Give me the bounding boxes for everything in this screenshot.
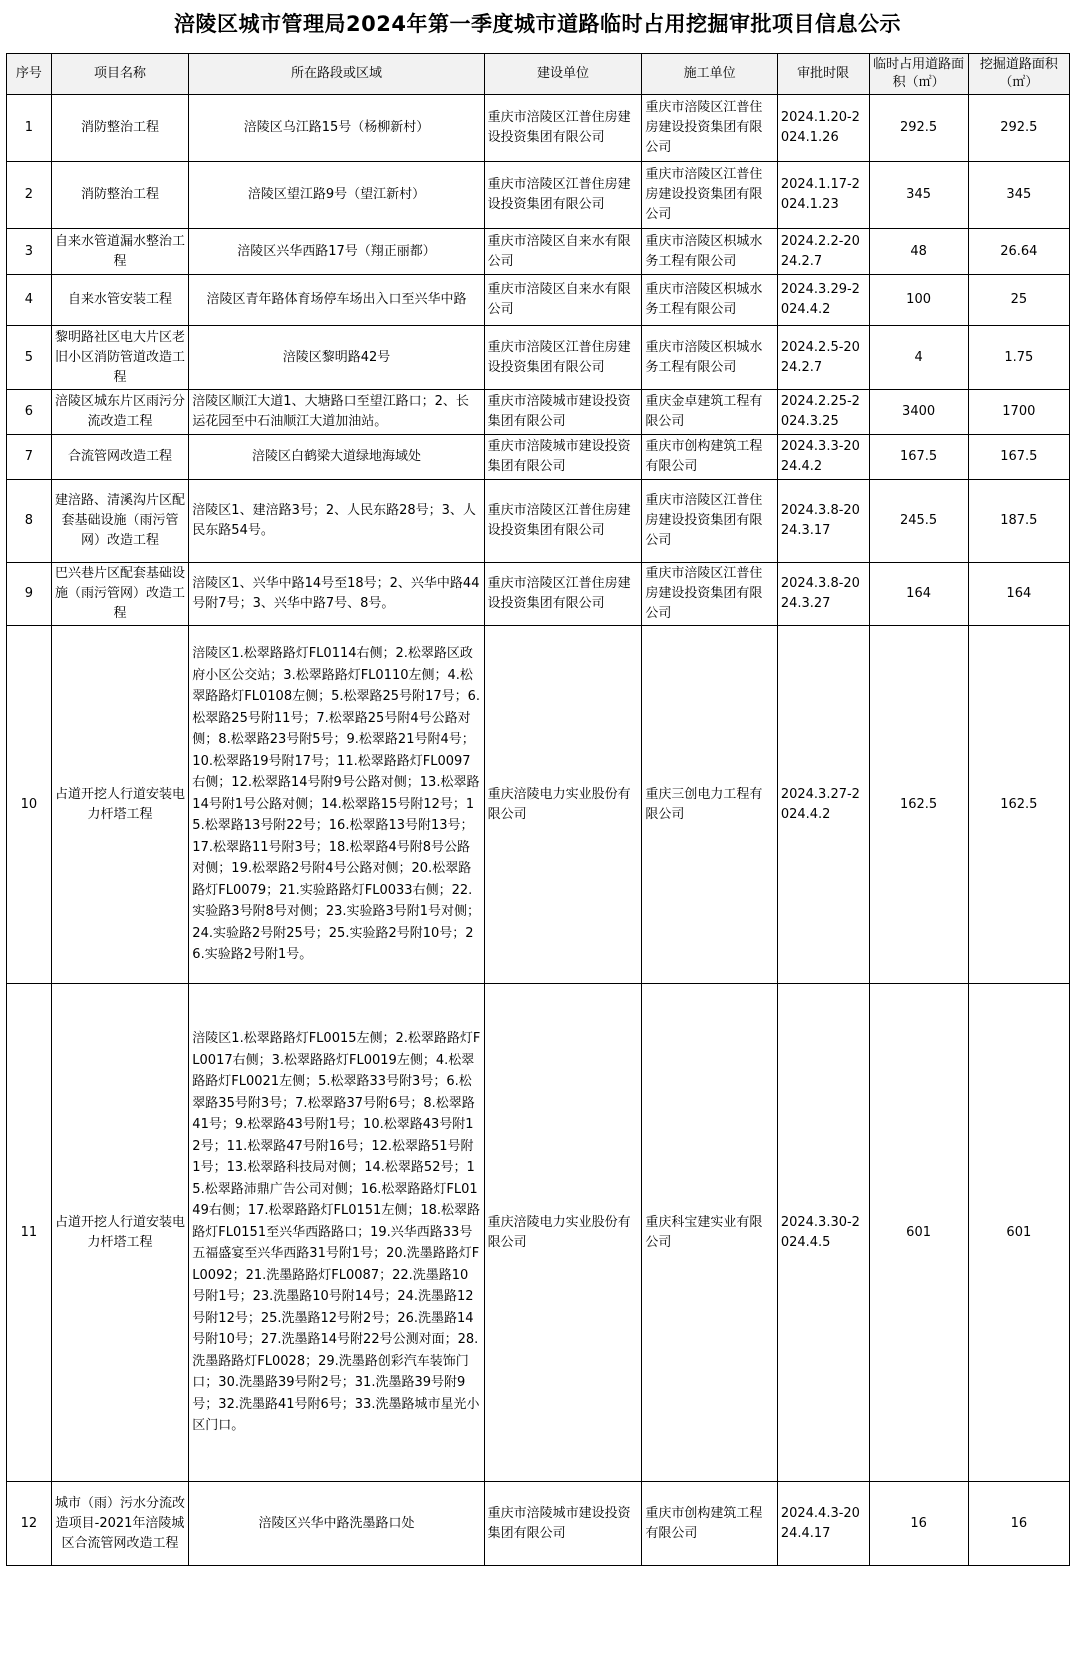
table-row <box>7 1482 1070 1566</box>
cell-occupy-area: 245.5 <box>869 480 968 563</box>
cell-name: 消防整治工程 <box>51 162 189 229</box>
cell-name: 占道开挖人行道安装电力杆塔工程 <box>51 626 189 984</box>
cell-dig-area: 1.75 <box>968 326 1069 390</box>
cell-name: 自来水管安装工程 <box>51 275 189 326</box>
cell-period: 2024.3.8-2024.3.17 <box>777 480 869 563</box>
header-dig-area: 挖掘道路面积（㎡） <box>968 54 1069 95</box>
cell-occupy-area: 345 <box>869 162 968 229</box>
header-builder: 建设单位 <box>484 54 642 95</box>
cell-occupy-area: 167.5 <box>869 435 968 480</box>
cell-seq: 9 <box>7 563 52 626</box>
cell-period: 2024.3.29-2024.4.2 <box>777 275 869 326</box>
cell-period: 2024.3.8-2024.3.27 <box>777 563 869 626</box>
cell-occupy-area: 48 <box>869 229 968 275</box>
table-row <box>7 162 1070 229</box>
cell-occupy-area: 292.5 <box>869 95 968 162</box>
cell-dig-area: 1700 <box>968 390 1069 435</box>
cell-occupy-area: 4 <box>869 326 968 390</box>
cell-dig-area: 16 <box>968 1482 1069 1566</box>
cell-builder: 重庆市涪陵城市建设投资集团有限公司 <box>484 390 642 435</box>
cell-seq: 8 <box>7 480 52 563</box>
header-contractor: 施工单位 <box>642 54 777 95</box>
cell-location: 涪陵区1.松翠路路灯FL0015左侧；2.松翠路路灯FL0017右侧；3.松翠路路灯FL0019左侧；4.松翠路路灯FL0021左侧；5.松翠路33号附3号；6.松翠路35号附3号；7.松翠路37号附6号；8.松翠路41号；9.松翠路43号附1号；10.松翠路43号附12号；11.松翠路47号附16号；12.松翠路51号附1号；13.松翠路科技局对侧；14.松翠路52号；15.松翠路沛鼎广告公司对侧；16.松翠路路灯FL0149右侧；17.松翠路路灯FL0151左侧；18.松翠路路灯FL0151至兴华西路路口；19.兴华西路33号五福盛宴至兴华西路31号附1号；20.洗墨路路灯FL0092；21.洗墨路路灯FL0087；22.洗墨路10号附1号；23.洗墨路10号附14号；24.洗墨路12号附12号；25.洗墨路12号附2号；26.洗墨路14号附10号；27.洗墨路14号附22号公测对面；28.洗墨路路灯FL0028；29.洗墨路创彩汽车装饰门口；30.洗墨路39号附2号；31.洗墨路39号附9号；32.洗墨路41号附6号；33.洗墨路城市星光小区门口。 <box>189 984 484 1482</box>
cell-period: 2024.2.25-2024.3.25 <box>777 390 869 435</box>
cell-dig-area: 164 <box>968 563 1069 626</box>
cell-occupy-area: 601 <box>869 984 968 1482</box>
cell-period: 2024.4.3-2024.4.17 <box>777 1482 869 1566</box>
cell-dig-area: 345 <box>968 162 1069 229</box>
header-occupy-area: 临时占用道路面积（㎡） <box>869 54 968 95</box>
cell-builder: 重庆市涪陵区自来水有限公司 <box>484 275 642 326</box>
cell-dig-area: 601 <box>968 984 1069 1482</box>
cell-contractor: 重庆市涪陵区江普住房建设投资集团有限公司 <box>642 95 777 162</box>
cell-occupy-area: 100 <box>869 275 968 326</box>
cell-period: 2024.1.20-2024.1.26 <box>777 95 869 162</box>
cell-builder: 重庆市涪陵区自来水有限公司 <box>484 229 642 275</box>
cell-seq: 10 <box>7 626 52 984</box>
cell-location: 涪陵区兴华西路17号（翔正丽都） <box>189 229 484 275</box>
cell-location: 涪陵区黎明路42号 <box>189 326 484 390</box>
table-row <box>7 326 1070 390</box>
cell-dig-area: 162.5 <box>968 626 1069 984</box>
cell-occupy-area: 162.5 <box>869 626 968 984</box>
cell-period: 2024.3.3-2024.4.2 <box>777 435 869 480</box>
cell-location: 涪陵区兴华中路洗墨路口处 <box>189 1482 484 1566</box>
header-location: 所在路段或区域 <box>189 54 484 95</box>
cell-builder: 重庆市涪陵区江普住房建设投资集团有限公司 <box>484 162 642 229</box>
cell-period: 2024.3.30-2024.4.5 <box>777 984 869 1482</box>
cell-period: 2024.2.5-2024.2.7 <box>777 326 869 390</box>
table-row <box>7 626 1070 984</box>
cell-location: 涪陵区望江路9号（望江新村） <box>189 162 484 229</box>
cell-period: 2024.1.17-2024.1.23 <box>777 162 869 229</box>
header-row <box>7 54 1070 95</box>
cell-builder: 重庆市涪陵区江普住房建设投资集团有限公司 <box>484 480 642 563</box>
cell-builder: 重庆市涪陵城市建设投资集团有限公司 <box>484 1482 642 1566</box>
table-row <box>7 275 1070 326</box>
cell-seq: 2 <box>7 162 52 229</box>
cell-occupy-area: 3400 <box>869 390 968 435</box>
cell-name: 合流管网改造工程 <box>51 435 189 480</box>
cell-contractor: 重庆市涪陵区江普住房建设投资集团有限公司 <box>642 162 777 229</box>
cell-builder: 重庆市涪陵城市建设投资集团有限公司 <box>484 435 642 480</box>
cell-contractor: 重庆三创电力工程有限公司 <box>642 626 777 984</box>
cell-name: 占道开挖人行道安装电力杆塔工程 <box>51 984 189 1482</box>
cell-name: 建涪路、清溪沟片区配套基础设施（雨污管网）改造工程 <box>51 480 189 563</box>
cell-location: 涪陵区乌江路15号（杨柳新村） <box>189 95 484 162</box>
cell-contractor: 重庆市涪陵区江普住房建设投资集团有限公司 <box>642 563 777 626</box>
cell-dig-area: 26.64 <box>968 229 1069 275</box>
cell-location: 涪陵区1、兴华中路14号至18号；2、兴华中路44号附7号；3、兴华中路7号、8号。 <box>189 563 484 626</box>
cell-location: 涪陵区青年路体育场停车场出入口至兴华中路 <box>189 275 484 326</box>
cell-contractor: 重庆市创构建筑工程有限公司 <box>642 435 777 480</box>
table-row <box>7 984 1070 1482</box>
cell-name: 巴兴巷片区配套基础设施（雨污管网）改造工程 <box>51 563 189 626</box>
cell-builder: 重庆涪陵电力实业股份有限公司 <box>484 626 642 984</box>
cell-contractor: 重庆金卓建筑工程有限公司 <box>642 390 777 435</box>
cell-contractor: 重庆市涪陵区江普住房建设投资集团有限公司 <box>642 480 777 563</box>
cell-seq: 3 <box>7 229 52 275</box>
cell-period: 2024.3.27-2024.4.2 <box>777 626 869 984</box>
cell-location: 涪陵区1、建涪路3号；2、人民东路28号；3、人民东路54号。 <box>189 480 484 563</box>
cell-contractor: 重庆市涪陵区枳城水务工程有限公司 <box>642 275 777 326</box>
cell-contractor: 重庆科宝建实业有限公司 <box>642 984 777 1482</box>
cell-seq: 7 <box>7 435 52 480</box>
cell-seq: 1 <box>7 95 52 162</box>
cell-builder: 重庆市涪陵区江普住房建设投资集团有限公司 <box>484 563 642 626</box>
cell-builder: 重庆涪陵电力实业股份有限公司 <box>484 984 642 1482</box>
table-row <box>7 435 1070 480</box>
approval-table <box>6 53 1070 1566</box>
cell-occupy-area: 16 <box>869 1482 968 1566</box>
cell-occupy-area: 164 <box>869 563 968 626</box>
page-title: 涪陵区城市管理局2024年第一季度城市道路临时占用挖掘审批项目信息公示 <box>174 12 901 36</box>
header-period: 审批时限 <box>777 54 869 95</box>
cell-dig-area: 187.5 <box>968 480 1069 563</box>
cell-contractor: 重庆市涪陵区枳城水务工程有限公司 <box>642 229 777 275</box>
cell-dig-area: 25 <box>968 275 1069 326</box>
cell-name: 涪陵区城东片区雨污分流改造工程 <box>51 390 189 435</box>
cell-seq: 11 <box>7 984 52 1482</box>
cell-seq: 12 <box>7 1482 52 1566</box>
cell-seq: 4 <box>7 275 52 326</box>
cell-period: 2024.2.2-2024.2.7 <box>777 229 869 275</box>
header-name: 项目名称 <box>51 54 189 95</box>
cell-builder: 重庆市涪陵区江普住房建设投资集团有限公司 <box>484 326 642 390</box>
cell-builder: 重庆市涪陵区江普住房建设投资集团有限公司 <box>484 95 642 162</box>
cell-location: 涪陵区1.松翠路路灯FL0114右侧；2.松翠路区政府小区公交站；3.松翠路路灯FL0110左侧；4.松翠路路灯FL0108左侧；5.松翠路25号附17号；6.松翠路25号附11号；7.松翠路25号附4号公路对侧；8.松翠路23号附5号；9.松翠路21号附4号；10.松翠路19号附17号；11.松翠路路灯FL0097右侧；12.松翠路14号附9号公路对侧；13.松翠路14号附1号公路对侧；14.松翠路15号附12号；15.松翠路13号附22号；16.松翠路13号附13号；17.松翠路11号附3号；18.松翠路4号附8号公路对侧；19.松翠路2号附4号公路对侧；20.松翠路路灯FL0079；21.实验路路灯FL0033右侧；22.实验路3号附8号对侧；23.实验路3号附1号对侧；24.实验路2号附25号；25.实验路2号附10号；26.实验路2号附1号。 <box>189 626 484 984</box>
table-row <box>7 563 1070 626</box>
cell-name: 消防整治工程 <box>51 95 189 162</box>
cell-name: 自来水管道漏水整治工程 <box>51 229 189 275</box>
cell-dig-area: 167.5 <box>968 435 1069 480</box>
cell-contractor: 重庆市涪陵区枳城水务工程有限公司 <box>642 326 777 390</box>
cell-location: 涪陵区顺江大道1、大塘路口至望江路口；2、长运花园至中石油顺江大道加油站。 <box>189 390 484 435</box>
table-row <box>7 229 1070 275</box>
cell-seq: 5 <box>7 326 52 390</box>
cell-location: 涪陵区白鹤梁大道绿地海域处 <box>189 435 484 480</box>
cell-name: 黎明路社区电大片区老旧小区消防管道改造工程 <box>51 326 189 390</box>
table-row <box>7 390 1070 435</box>
cell-name: 城市（雨）污水分流改造项目-2021年涪陵城区合流管网改造工程 <box>51 1482 189 1566</box>
table-row <box>7 95 1070 162</box>
header-seq: 序号 <box>7 54 52 95</box>
cell-dig-area: 292.5 <box>968 95 1069 162</box>
table-row <box>7 480 1070 563</box>
cell-contractor: 重庆市创构建筑工程有限公司 <box>642 1482 777 1566</box>
cell-seq: 6 <box>7 390 52 435</box>
